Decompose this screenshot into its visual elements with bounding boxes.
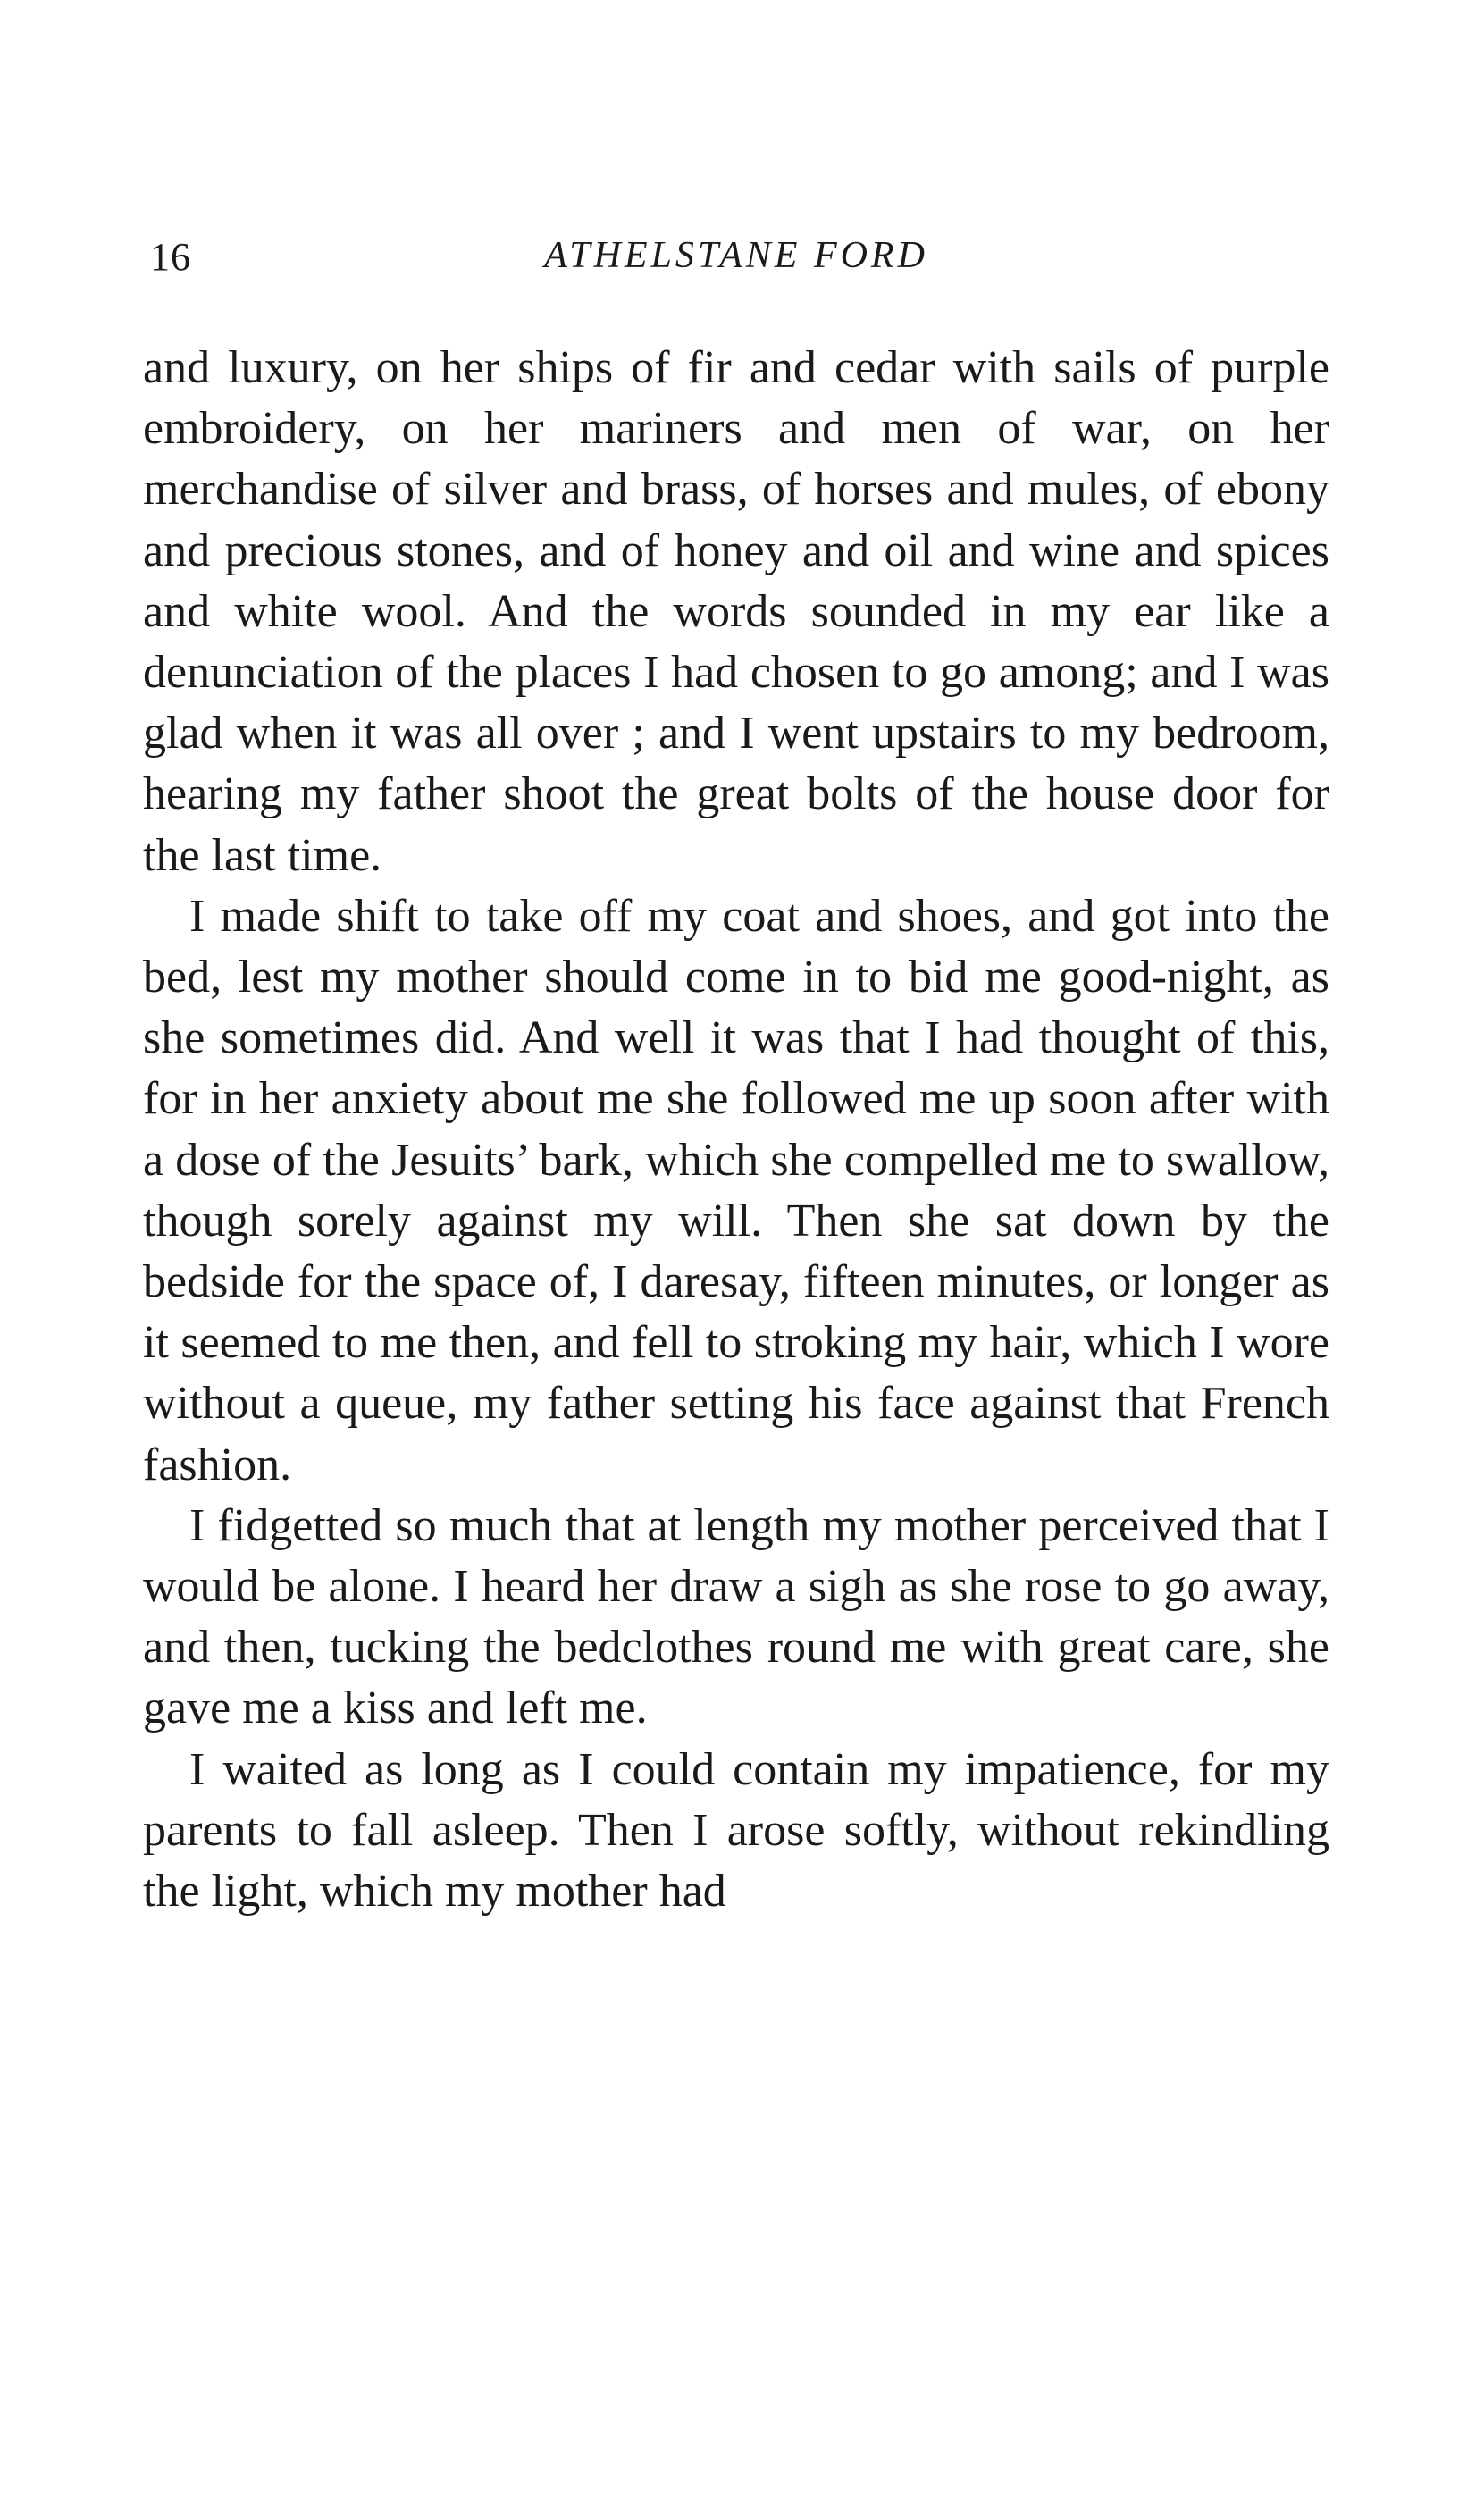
running-head: [150, 234, 1322, 297]
paragraph: I made shift to take off my coat and shoes, and got into the bed, lest my mother should come in to bid me good-night, as she sometimes did. And well it was that I had thought of this, for in her anxiety about me she followed me up soon after with a dose of the Jesuits’ bark, which she compelled me to swallow, though sorely against my will. Then she sat down by the bedside for the space of, I daresay, fifteen minutes, or longer as it seemed to me then, and fell to stroking my hair, which I wore without a queue, my father setting his face against that French fashion.: [143, 890, 1329, 1490]
page-number: 16: [150, 235, 191, 279]
book-title: ATHELSTANE FORD: [544, 235, 928, 276]
paragraph: and luxury, on her ships of fir and cedar with sails of purple embroidery, on her mariners and men of war, on her merchandise of silver and brass, of horses and mules, of ebony and precious stones, and of honey and oil and wine and spices and white wool. And the words sounded in my ear like a denunciation of the places I had chosen to go among; and I was glad when it was all over ; and I went upstairs to my bedroom, hearing my father shoot the great bolts of the house door for the last time.: [143, 342, 1329, 881]
paragraph: I waited as long as I could contain my impatience, for my parents to fall asleep. Then I arose softly, without rekindling the light, which my mother had: [143, 1743, 1329, 1918]
paragraph: I fidgetted so much that at length my mother perceived that I would be alone. I heard her draw a sigh as she rose to go away, and then, tucking the bedclothes round me with great care, she gave me a kiss and left me.: [143, 1499, 1329, 1734]
body-text: [143, 338, 1329, 1922]
